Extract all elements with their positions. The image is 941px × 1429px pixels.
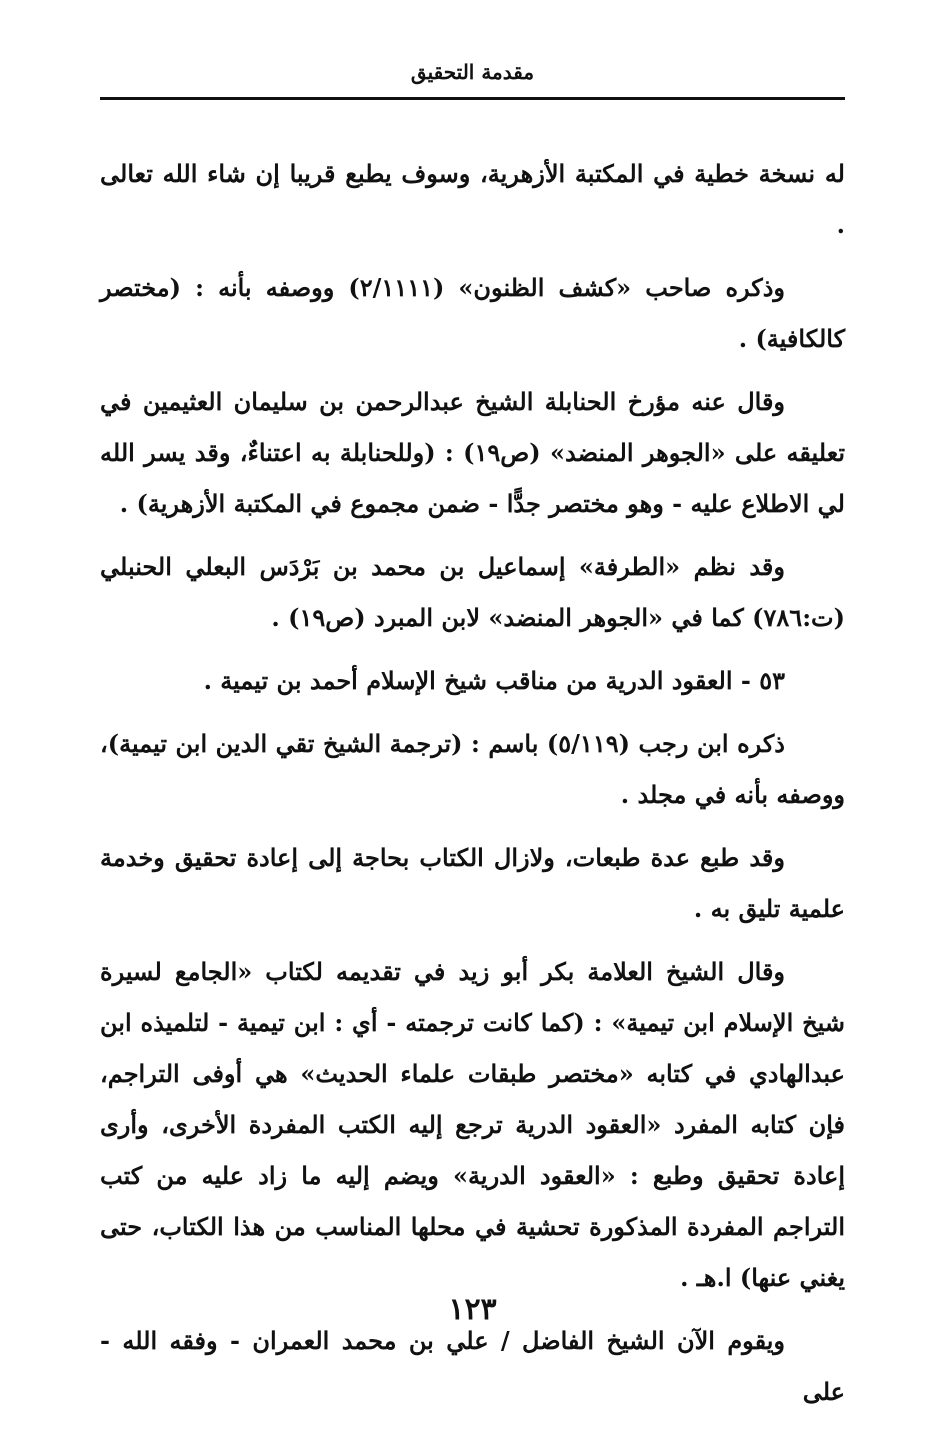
paragraph: ذكره ابن رجب (٥/١١٩) باسم : (ترجمة الشيخ تقي الدين ابن تيمية)، ووصفه بأنه في مجلد . bbox=[100, 729, 845, 809]
paragraph: وذكره صاحب «كشف الظنون» (٢/١١١١) ووصفه بأنه : (مختصر كالكافية) . bbox=[100, 273, 845, 353]
page-number: ١٢٣ bbox=[448, 1292, 497, 1327]
paragraph: وقال عنه مؤرخ الحنابلة الشيخ عبدالرحمن بن سليمان العثيمين في تعليقه على «الجوهر المنضد» (ص١٩) : (وللحنابلة به اعتناءٌ، وقد يسر الله لي الاطلاع عليه - وهو مختصر جدًّا - ضمن مجموع في المكتبة الأزهرية) . bbox=[100, 387, 845, 518]
body-text bbox=[100, 148, 845, 1429]
paragraph: وقد طبع عدة طبعات، ولازال الكتاب بحاجة إلى إعادة تحقيق وخدمة علمية تليق به . bbox=[100, 843, 845, 923]
header-rule bbox=[100, 97, 845, 100]
section-heading bbox=[100, 655, 845, 706]
running-header: مقدمة التحقيق bbox=[410, 60, 535, 84]
paragraph: وقد نظم «الطرفة» إسماعيل بن محمد بن بَرْدَس البعلي الحنبلي (ت:٧٨٦) كما في «الجوهر المنضد» لابن المبرد (ص١٩) . bbox=[100, 552, 845, 632]
section-number: ٥٣ - bbox=[740, 666, 785, 695]
paragraph: ويقوم الآن الشيخ الفاضل / علي بن محمد العمران - وفقه الله - على bbox=[100, 1326, 845, 1406]
paragraph: له نسخة خطية في المكتبة الأزهرية، وسوف يطبع قريبا إن شاء الله تعالى . bbox=[100, 159, 845, 239]
paragraph: وقال الشيخ العلامة بكر أبو زيد في تقديمه لكتاب «الجامع لسيرة شيخ الإسلام ابن تيمية» : (كما كانت ترجمته - أي : ابن تيمية - لتلميذه ابن عبدالهادي في كتابه «مختصر طبقات علماء الحديث» هي أوفى التراجم، فإن كتابه المفرد «العقود الدرية ترجع إليه الكتب المفردة الأخرى، وأرى إعادة تحقيق وطبع : «العقود الدرية» ويضم إليه ما زاد عليه من كتب التراجم المفردة المذكورة تحشية في محلها المناسب من هذا الكتاب، حتى يغني عنها) ا.هـ . bbox=[100, 957, 846, 1292]
section-title: العقود الدرية من مناقب شيخ الإسلام أحمد بن تيمية . bbox=[203, 666, 733, 695]
